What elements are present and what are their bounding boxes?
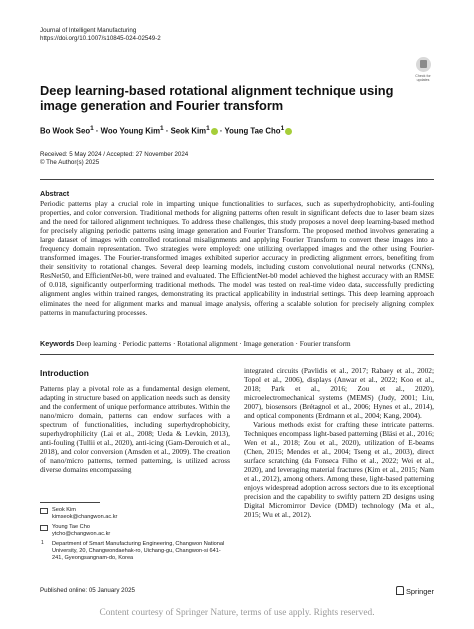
orcid-icon[interactable]: [285, 128, 292, 135]
affiliation-note: [40, 541, 230, 562]
intro-paragraph-methods: Various methods exist for crafting these intricate patterns. Techniques encompass light-based patterning (Bläsi et al., 2016; Wen et al., 2018; Zou et al., 2020), utilization of E-beams (Chen, 2015; Mendes et al., 2004; Tseng et al., 2003), direct surface scratching (da Fonseca Filho et al., 2022; Wei et al., 2020), and leveraging material fractures (Kim et al., 2015; Nam et al., 2012), among others. Among these, light-based patterning enjoys widespread adoption across sectors due to its exceptional precision and the capability to swiftly pattern 2D designs using Digital Micromirror Device (DMD) technology (Ma et al., 2015; Wu et al., 2012).: [244, 420, 434, 519]
received-accepted-dates: Received: 5 May 2024 / Accepted: 27 November 2024: [40, 151, 189, 158]
author-affiliation-mark: 1: [90, 125, 94, 132]
author-name: Bo Wook Seo: [40, 126, 91, 136]
check-for-updates-badge[interactable]: [410, 57, 436, 82]
author-separator: ·: [165, 126, 171, 136]
abstract-text: Periodic patterns play a crucial role in imparting unique functionalities to surfaces, such as superhydrophobicity, anti-fouling properties, and color conversion. Traditional methods for aligning patterns often result in significant defects due to laser beam sizes and the need for tailored alignment techniques. To address these challenges, this study proposes a novel deep learning-based method for precisely aligning periodic patterns using image generation and Fourier Transform. The proposed method involves generating a large dataset of images with controlled rotational misalignments and applying Fourier Transform to convert these images into a frequency domain representation. Two strategies were employed: one utilizing overlapped images and the other using Fourier-transformed images. The Fourier-transformed images exhibited superior accuracy in predicting alignment errors, benefiting from their sensitivity to rotational changes. Several deep learning models, including custom convolutional neural networks (CNNs), ResNet50, and EfficientNet-b0, were trained and evaluated. The EfficientNet-b0 model achieved the highest accuracy with an RMSE of 0.018, significantly outperforming traditional methods. The model was tested on real-time video data, successfully predicting alignment angles within trained ranges, demonstrating its practical applicability in industrial settings. This deep learning approach eliminates the need for alignment marks and manual image analysis, offering a scalable solution for precisely aligning complex patterns in manufacturing processes.: [40, 199, 434, 317]
footnote-divider: [40, 502, 100, 503]
keywords-line: [40, 339, 434, 348]
courtesy-watermark: Content courtesy of Springer Nature, terms of use apply. Rights reserved.: [99, 608, 375, 618]
author-separator: ·: [95, 126, 101, 136]
doi-link[interactable]: https://doi.org/10.1007/s10845-024-02549-2: [40, 35, 161, 43]
intro-paragraph: Patterns play a pivotal role as a fundamental design element, adapting in structure based on application needs such as density and the conferment of unique performance attributes. Within the nano/micro domain, patterns can endow surfaces with a spectrum of functionalities, including superhydrophobicity, superhydrophilicity (Lai et al., 2008; Ueda & Levkin, 2013), anti-fouling (Tullii et al., 2020), anti-icing (Gam-Derouich et al., 2018), and color conversion (Amsden et al., 2009). The creation of nano/micro patterns, termed patterning, is utilized across diverse domains encompassing: [40, 384, 231, 474]
intro-paragraph-continued: integrated circuits (Pavlidis et al., 2017; Rabaey et al., 2002; Topol et al., 2006), displays (Anwar et al., 2022; Koo et al., 2018; Park et al., 2016; Zou et al., 2020), microelectromechanical systems (MEMS) (Judy, 2001; Liu, 2007), biosensors (Brétagnol et al., 2006; Hynes et al., 2014), and optical components (Erdmann et al., 2004; Kang, 2004).: [244, 366, 434, 420]
right-column: [244, 366, 434, 519]
contact-email[interactable]: ytcho@changwon.ac.kr: [52, 531, 111, 537]
check-for-updates-icon: [416, 57, 431, 72]
keywords-list: Deep learning · Periodic patterns · Rotational alignment · Image generation · Fourier transform: [76, 340, 351, 348]
keywords-bottom-divider: [40, 354, 434, 355]
abstract-heading: Abstract: [40, 189, 70, 198]
left-column: [40, 384, 230, 474]
corresponding-author-contact: [40, 507, 230, 521]
author-separator: ·: [219, 126, 225, 136]
introduction-heading: Introduction: [40, 368, 89, 378]
envelope-icon: [40, 508, 48, 514]
affiliation-text: Department of Smart Manufacturing Engineering, Changwon National University, 20, Changwondaehak-ro, Uichang-gu, Changwon-si 641-241, Gyeongsangnam-do, Korea: [52, 541, 225, 561]
envelope-icon: [40, 525, 48, 531]
contact-name: Seok Kim: [52, 507, 76, 513]
journal-header: [40, 27, 161, 44]
springer-horse-icon: [396, 586, 404, 595]
published-online-date: Published online: 05 January 2025: [40, 587, 135, 594]
article-dates: [40, 151, 188, 167]
footnotes: [40, 507, 230, 565]
publisher-name: Springer: [406, 587, 434, 596]
author-affiliation-mark: 1: [280, 125, 285, 132]
badge-line-1: Check for: [415, 74, 431, 78]
corresponding-author-contact: [40, 524, 230, 538]
contact-name: Young Tae Cho: [52, 524, 90, 530]
author-affiliation-mark: 1: [160, 125, 164, 132]
orcid-icon[interactable]: [211, 128, 218, 135]
copyright-line: © The Author(s) 2025: [40, 158, 100, 166]
journal-name: Journal of Intelligent Manufacturing: [40, 27, 137, 34]
publisher-logo: [396, 586, 434, 596]
author-name: Seok Kim: [170, 126, 207, 136]
badge-line-2: updates: [416, 78, 430, 83]
author-list: [40, 125, 292, 136]
abstract-top-divider: [40, 179, 434, 180]
author-name: Woo Young Kim: [100, 126, 161, 136]
affiliation-mark: 1: [41, 540, 44, 546]
contact-email[interactable]: kimseok@changwon.ac.kr: [52, 514, 118, 520]
keywords-label: Keywords: [40, 339, 75, 348]
author-name: Young Tae Cho: [224, 126, 281, 136]
author-affiliation-mark: 1: [206, 125, 210, 132]
paper-title: Deep learning-based rotational alignment technique using image generation and Fourier transform: [40, 83, 394, 114]
